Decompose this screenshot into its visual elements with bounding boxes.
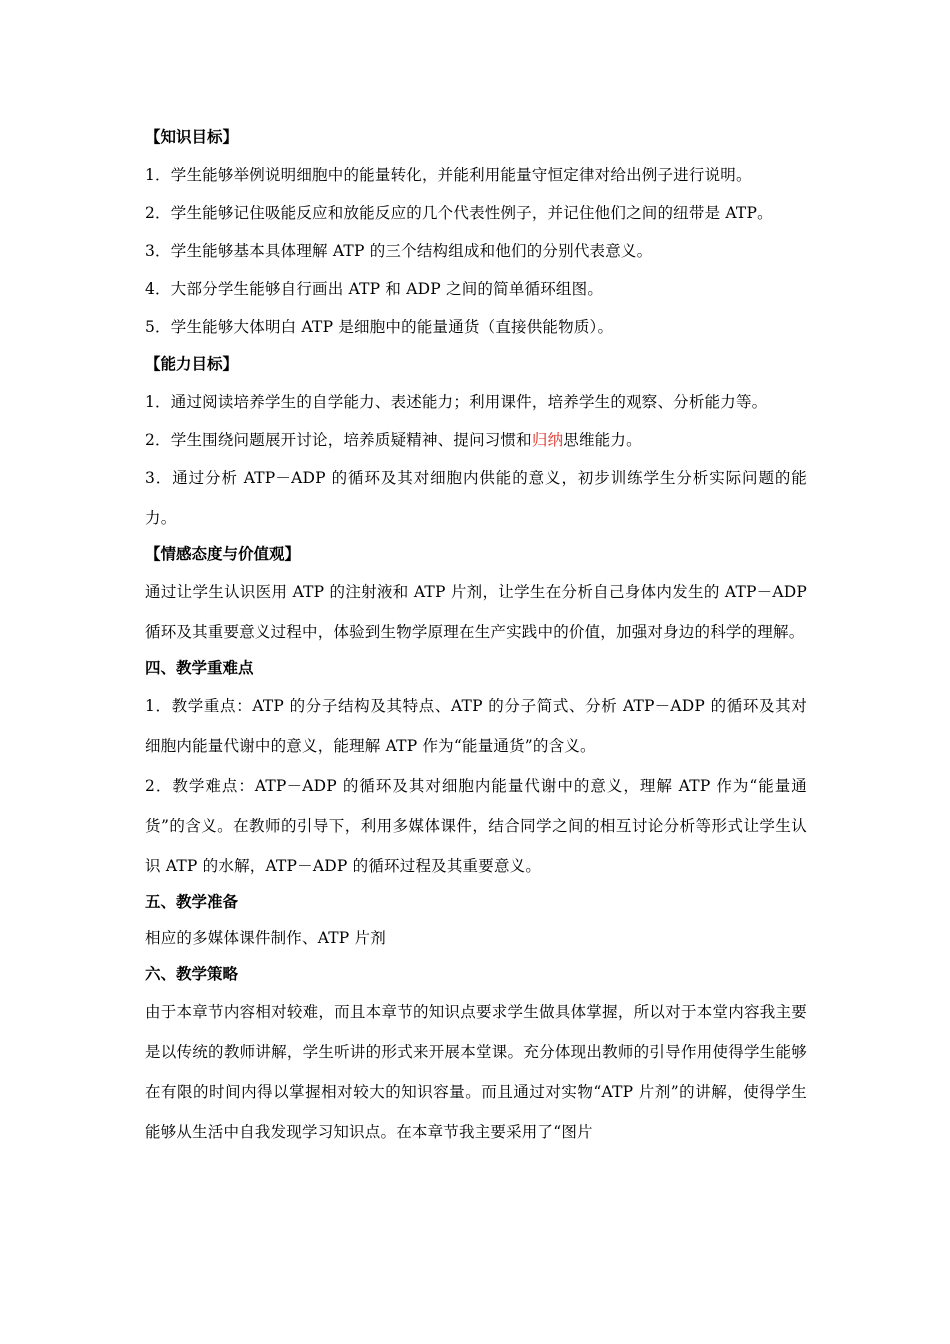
- key-difficult-points-heading: 四、教学重难点: [145, 658, 254, 677]
- knowledge-goal-3: 3．学生能够基本具体理解 ATP 的三个结构组成和他们的分别代表意义。: [145, 242, 653, 260]
- teaching-strategy-heading: 六、教学策略: [145, 964, 239, 983]
- ability-goal-2-highlight: 归纳: [531, 431, 564, 449]
- document-page: [145, 120, 807, 1152]
- knowledge-goal-4: 4．大部分学生能够自行画出 ATP 和 ADP 之间的简单循环组图。: [145, 280, 604, 298]
- ability-goal-1: 1．通过阅读培养学生的自学能力、表述能力；利用课件，培养学生的观察、分析能力等。: [145, 393, 768, 411]
- teaching-strategy-text: 由于本章节内容相对较难，而且本章节的知识点要求学生做具体掌握，所以对于本堂内容我主要是以传统的教师讲解，学生听讲的形式来开展本堂课。充分体现出教师的引导作用使得学生能够在有限的时间内得以掌握相对较大的知识容量。而且通过对实物“ATP 片剂”的讲解，使得学生能够从生活中自我发现学习知识点。在本章节我主要采用了“图片: [145, 1003, 807, 1141]
- attitude-values-text: 通过让学生认识医用 ATP 的注射液和 ATP 片剂，让学生在分析自己身体内发生的 ATP－ADP 循环及其重要意义过程中，体验到生物学原理在生产实践中的价值，加强对身边的科学的理解。: [145, 583, 807, 641]
- knowledge-goals-heading: 【知识目标】: [145, 127, 239, 146]
- ability-goal-2-text-b: 思维能力。: [563, 431, 642, 449]
- teaching-focus-text: 1．教学重点：ATP 的分子结构及其特点、ATP 的分子简式、分析 ATP－ADP 的循环及其对细胞内能量代谢中的意义，能理解 ATP 作为“能量通货”的含义。: [145, 697, 807, 755]
- teaching-difficulty-text: 2．教学难点：ATP－ADP 的循环及其对细胞内能量代谢中的意义，理解 ATP 作为“能量通货”的含义。在教师的引导下，利用多媒体课件，结合同学之间的相互讨论分析等形式让学生认识 ATP 的水解，ATP－ADP 的循环过程及其重要意义。: [145, 777, 807, 875]
- attitude-values-heading: 【情感态度与价值观】: [145, 544, 301, 563]
- teaching-preparation-text: 相应的多媒体课件制作、ATP 片剂: [145, 929, 386, 947]
- ability-goal-2-text-a: 2．学生围绕问题展开讨论，培养质疑精神、提问习惯和: [145, 431, 532, 449]
- knowledge-goal-1: 1．学生能够举例说明细胞中的能量转化，并能利用能量守恒定律对给出例子进行说明。: [145, 166, 752, 184]
- knowledge-goal-2: 2．学生能够记住吸能反应和放能反应的几个代表性例子，并记住他们之间的纽带是 ATP。: [145, 204, 773, 222]
- ability-goal-2: [145, 428, 807, 452]
- ability-goal-3: 3．通过分析 ATP－ADP 的循环及其对细胞内供能的意义，初步训练学生分析实际问题的能力。: [145, 469, 807, 527]
- knowledge-goal-5: 5．学生能够大体明白 ATP 是细胞中的能量通货（直接供能物质）。: [145, 318, 614, 336]
- teaching-preparation-heading: 五、教学准备: [145, 892, 239, 911]
- ability-goals-heading: 【能力目标】: [145, 354, 239, 373]
